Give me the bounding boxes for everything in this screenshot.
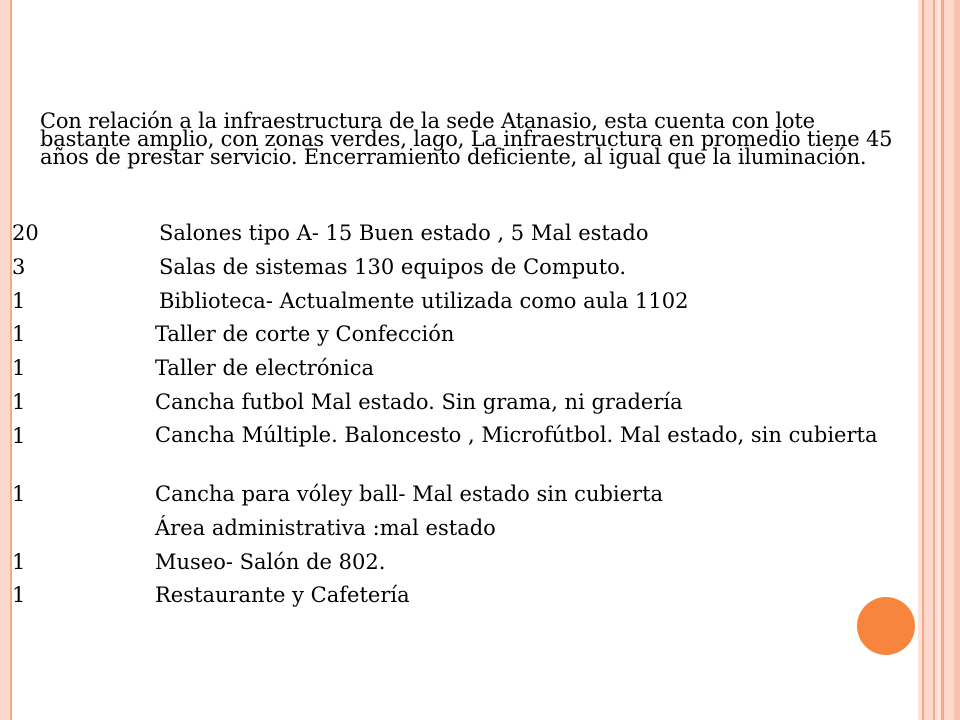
item-count: 1 — [12, 424, 26, 448]
item-text: Área administrativa :mal estado — [155, 516, 496, 540]
item-text: Taller de electrónica — [155, 356, 374, 380]
item-text: Cancha Múltiple. Baloncesto , Microfútbol. Mal estado, sin cubierta — [155, 423, 878, 447]
intro-paragraph: Con relación a la infraestructura de la sede Atanasio, esta cuenta con lote bastante amplio, con zonas verdes, lago, La infraestructura en promedio tiene 45 años de prestar servicio. Encerramiento deficiente, al igual que la iluminación. — [40, 109, 893, 169]
item-count: 1 — [12, 482, 26, 506]
left-frame-band — [0, 0, 10, 720]
item-count: 1 — [12, 322, 26, 346]
item-text: Salas de sistemas 130 equipos de Computo. — [159, 255, 627, 279]
item-count: 1 — [12, 289, 26, 313]
item-count: 1 — [12, 583, 26, 607]
item-text: Taller de corte y Confección — [155, 322, 455, 346]
item-count: 1 — [12, 356, 26, 380]
right-stripe-7 — [944, 0, 954, 720]
item-text: Cancha para vóley ball- Mal estado sin cubierta — [155, 482, 664, 506]
item-count: 1 — [12, 390, 26, 414]
item-text: Salones tipo A- 15 Buen estado , 5 Mal estado — [159, 221, 649, 245]
item-text: Museo- Salón de 802. — [155, 550, 386, 574]
orange-circle-decoration — [857, 597, 915, 655]
right-stripe-8 — [954, 0, 960, 720]
item-count: 3 — [12, 255, 26, 279]
item-count: 1 — [12, 550, 26, 574]
item-text: Cancha futbol Mal estado. Sin grama, ni gradería — [155, 390, 683, 414]
item-text: Biblioteca- Actualmente utilizada como aula 1102 — [159, 289, 689, 313]
item-count: 20 — [12, 221, 39, 245]
right-stripe-3 — [924, 0, 933, 720]
right-stripes — [918, 0, 960, 720]
item-text: Restaurante y Cafetería — [155, 583, 410, 607]
